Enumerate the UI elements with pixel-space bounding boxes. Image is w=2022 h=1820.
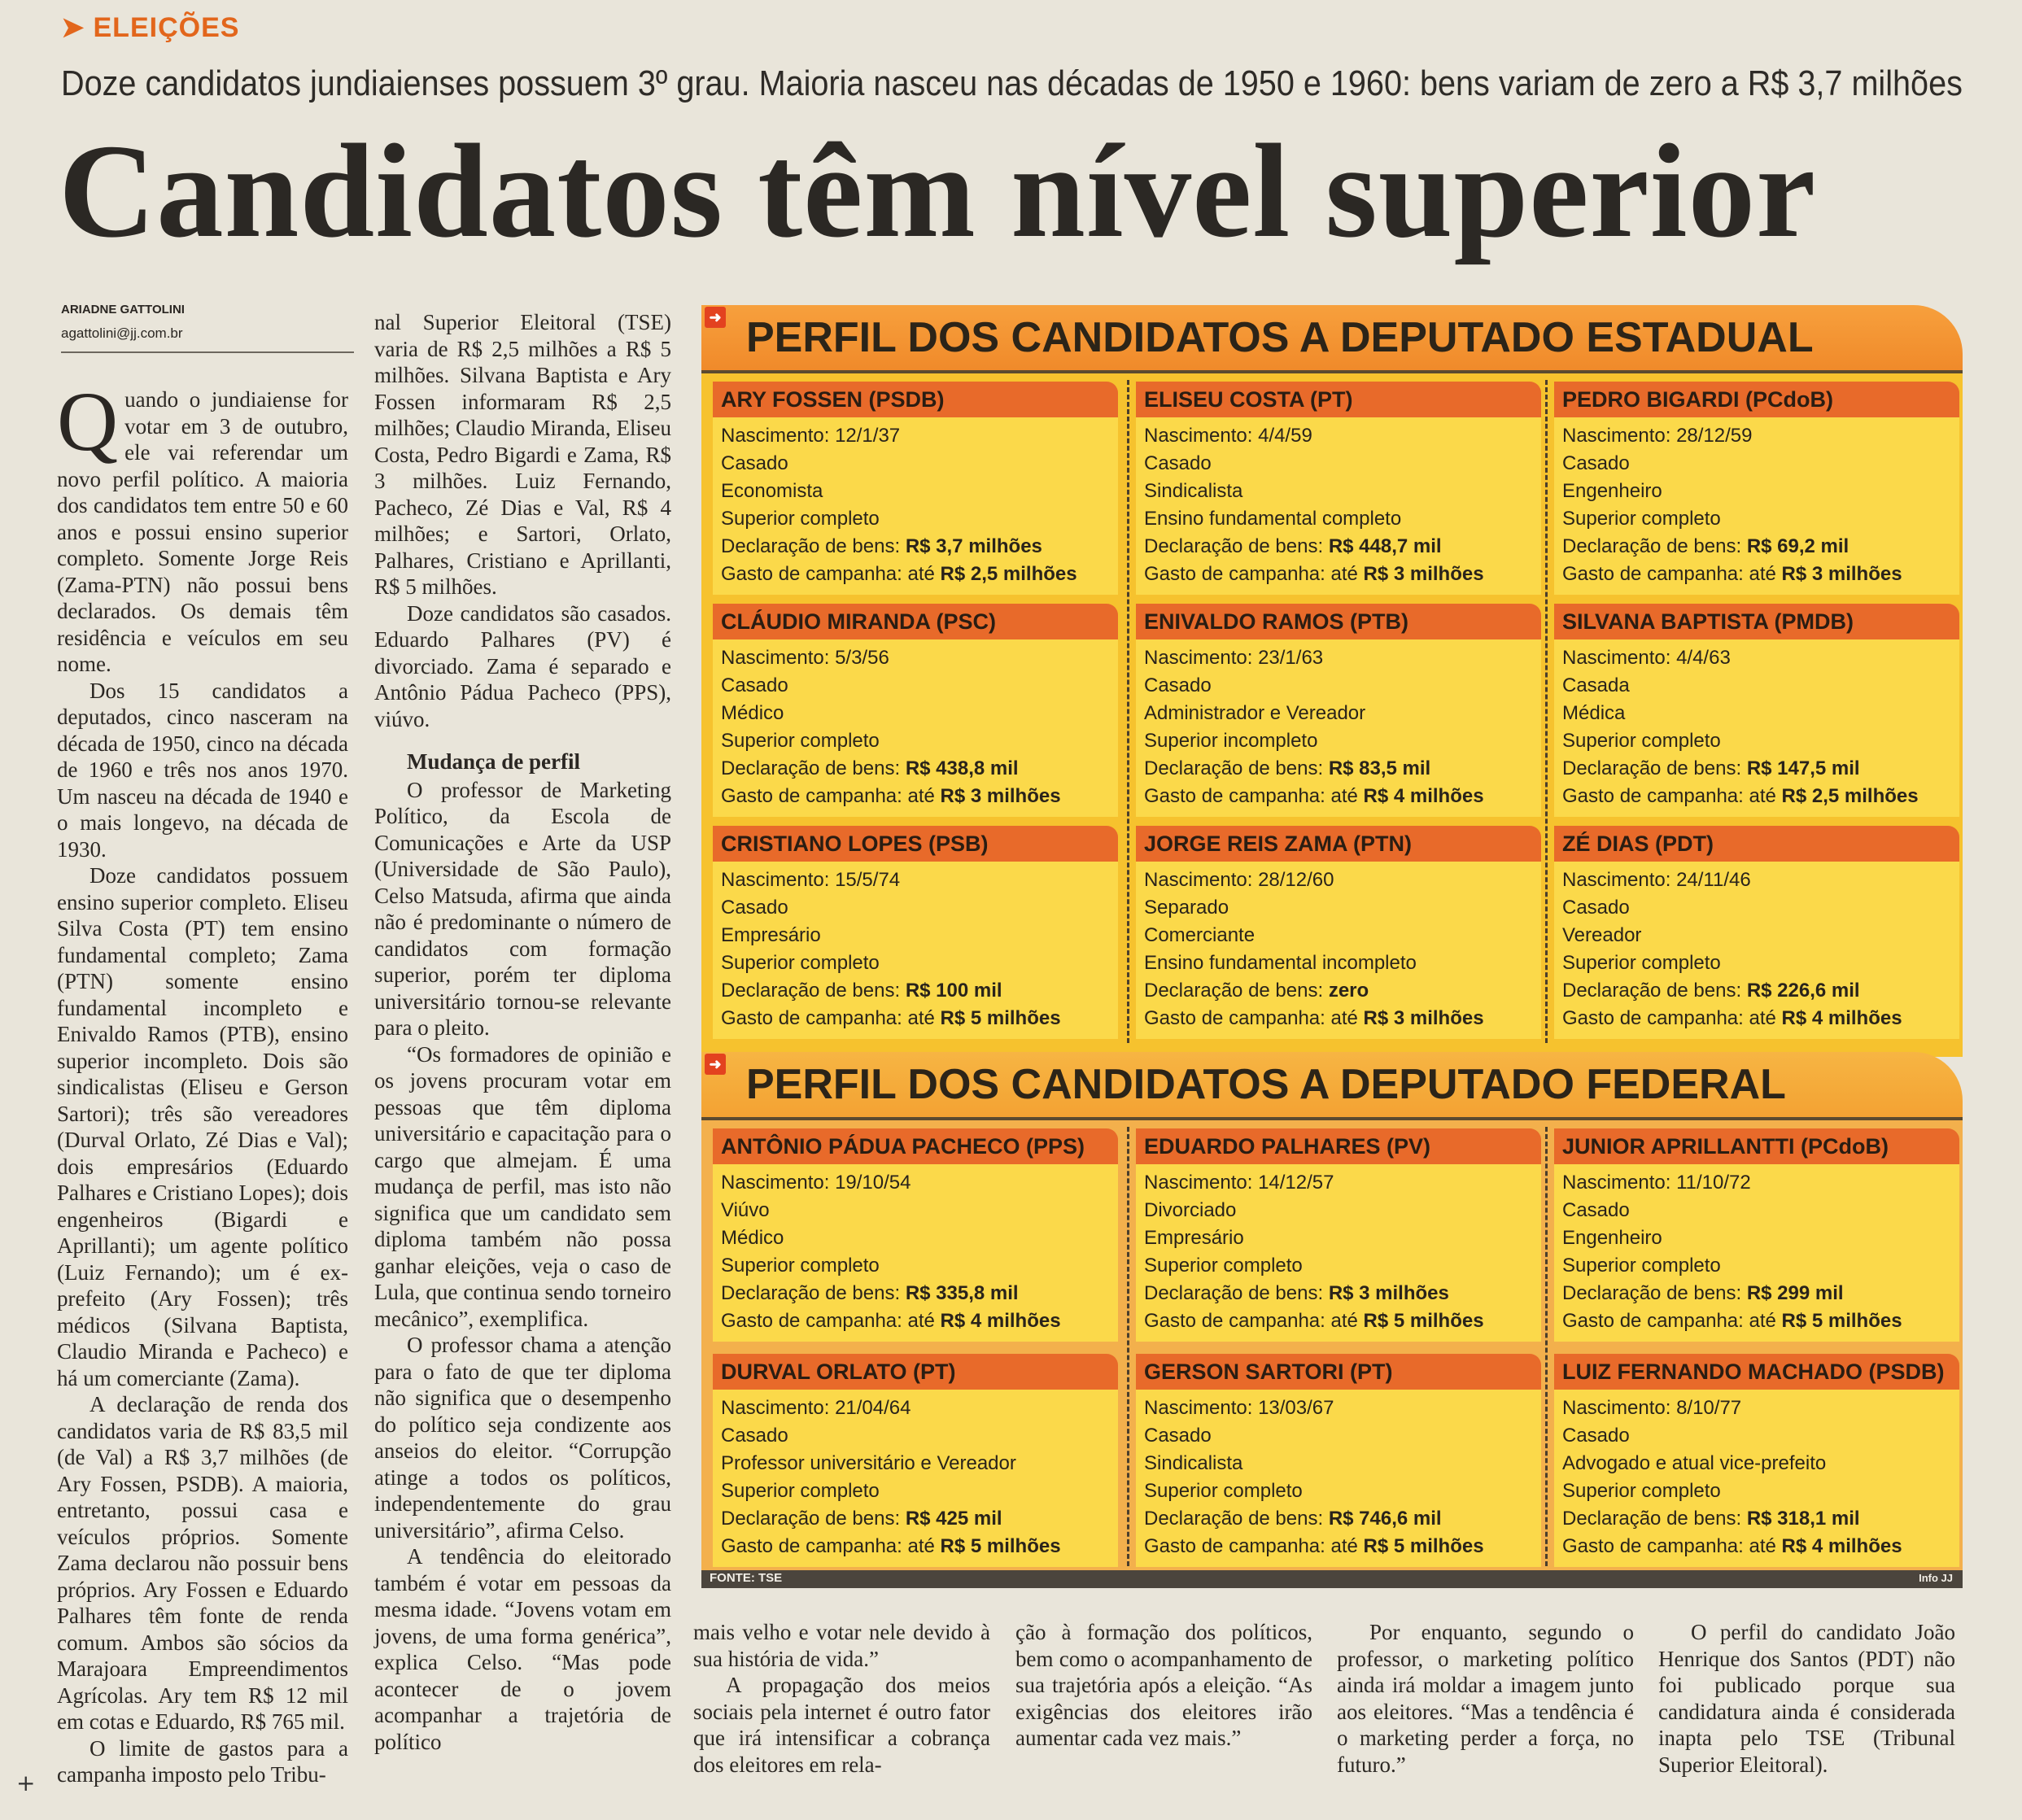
article-column-3: mais velho e votar nele devido à sua história de vida.” A propagação dos meios sociais pela internet é outro fator que irá intensificar a cobrança dos eleitores em rela- [693, 1620, 990, 1777]
candidate-name: ARY FOSSEN (PSDB) [713, 382, 1118, 417]
birth-line: Nascimento: 21/04/64 [721, 1397, 911, 1419]
candidate-card [713, 826, 1118, 1039]
education: Superior completo [1144, 1255, 1303, 1277]
candidate-card [1136, 604, 1541, 817]
candidate-name: PEDRO BIGARDI (PCdoB) [1554, 382, 1959, 417]
spend-line: Gasto de campanha: até R$ 4 milhões [1562, 1007, 1902, 1029]
birth-line: Nascimento: 11/10/72 [1562, 1172, 1751, 1194]
education: Superior completo [1144, 1480, 1303, 1502]
candidate-name: ENIVALDO RAMOS (PTB) [1136, 604, 1541, 639]
civil-status: Casado [1144, 1425, 1212, 1447]
spend-line: Gasto de campanha: até R$ 3 milhões [1144, 563, 1484, 585]
candidate-details [1554, 417, 1959, 595]
civil-status: Casado [1144, 674, 1212, 696]
column-divider [1545, 1127, 1548, 1566]
candidate-details [1554, 862, 1959, 1039]
candidate-details [713, 1390, 1118, 1567]
spend-line: Gasto de campanha: até R$ 4 milhões [1144, 785, 1484, 807]
article-column-2: nal Superior Eleitoral (TSE) varia de R$ 2,5 milhões a R$ 5 milhões. Silvana Baptista e Ary Fossen informaram R$ 2,5 milhões; Claudio Miranda, Eliseu Costa, Pedro Bigardi e Zama, R$ 3 milhões. Luiz Fernando, Pacheco, Zé Dias e Val, R$ 4 milhões; e Sartori, Orlato, Palhares, Cristiano e Aprillanti, R$ 5 milhões. Doze candidatos são casados. Eduardo Palhares (PV) é divorciado. Zama é separado e Antônio Pádua Pacheco (PPS), viúvo. Mudança de perfil O professor de Marketing Político, da Escola de Comunicações e Arte da USP (Universidade de São Paulo), Celso Matsuda, afirma que ainda não é predominante o número de candidatos com formação superior, porém ter diploma universitário tornou-se relevante para o pleito. “Os formadores de opinião e os jovens procuram votar em pessoas que têm diploma universitário e capacitação para o cargo que almejam. É uma mudança de perfil, mas isto não significa que um candidato sem diploma também não possa ganhar eleições, veja o caso de Lula, que continua sendo torneiro mecânico”, exemplifica. O professor chama a atenção para o fato de que ter diploma não significa que o desempenho do político seja condizente aos anseios do eleitor. “Corrupção atinge a todos os políticos, independentemente do grau universitário”, afirma Celso. A tendência do eleitorado também é votar em pessoas da mesma idade. “Jovens votam em jovens, de uma forma genérica”, explica Celso. “Mas pode acontecer de o jovem acompanhar a trajetória de político [374, 310, 671, 1754]
article-column-1: Quando o jundiaiense for votar em 3 de outubro, ele vai referendar um novo perfil político. A maioria dos candidatos tem entre 50 e 60 anos e possui ensino superior completo. Somente Jorge Reis (Zama-PTN) não possui bens declarados. Os demais têm residência e veículos em seu nome. Dos 15 candidatos a deputados, cinco nasceram na década de 1950, cinco na década de 1960 e três nos anos 1970. Um nasceu na década de 1940 e o mais longevo, na década de 1930. Doze candidatos possuem ensino superior completo. Eliseu Silva Costa (PT) tem ensino fundamental completo; Zama (PTN) somente ensino fundamental incompleto e Enivaldo Ramos (PTB), ensino superior incompleto. Dois são sindicalistas (Eliseu e Gerson Sartori); três são vereadores (Durval Orlato, Zé Dias e Val); dois empresários (Eduardo Palhares e Cristiano Lopes); dois engenheiros (Bigardi e Aprillanti); um agente político (Luiz Fernando); um é ex-prefeito (Ary Fossen); três médicos (Silvana Baptista, Claudio Miranda e Pacheco) e há um comerciante (Zama). A declaração de renda dos candidatos varia de R$ 83,5 mil (de Val) a R$ 3,7 milhões (de Ary Fossen, PSDB). A maioria, entretanto, possui casa e veículos próprios. Somente Zama declarou não possuir bens próprios. Ary Fossen e Eduardo Palhares têm fonte de renda comum. Ambos são sócios da Marajoara Empreendimentos Agrícolas. Ary tem R$ 12 mil em cotas e Eduardo, R$ 765 mil. O limite de gastos para a campanha imposto pelo Tribu- [57, 375, 348, 1787]
birth-line: Nascimento: 4/4/59 [1144, 425, 1312, 447]
candidate-details [713, 862, 1118, 1039]
candidate-name: JUNIOR APRILLANTTI (PCdoB) [1554, 1128, 1959, 1164]
candidate-details [713, 639, 1118, 817]
dropcap: Q [57, 375, 119, 469]
birth-line: Nascimento: 14/12/57 [1144, 1172, 1334, 1194]
article-column-4: ção à formação dos políticos, bem como o acompanhamento de sua trajetória após a eleição. “As exigências dos eleitores irão aumentar cada vez mais.” [1015, 1620, 1312, 1750]
profession: Médico [721, 702, 784, 724]
birth-line: Nascimento: 4/4/63 [1562, 647, 1731, 669]
candidate-name: CRISTIANO LOPES (PSB) [713, 826, 1118, 862]
source-label: FONTE: TSE [710, 1571, 783, 1585]
spend-line: Gasto de campanha: até R$ 2,5 milhões [1562, 785, 1919, 807]
education: Superior completo [721, 1255, 880, 1277]
candidate-name: JORGE REIS ZAMA (PTN) [1136, 826, 1541, 862]
spend-line: Gasto de campanha: até R$ 3 milhões [1562, 563, 1902, 585]
candidate-name: ZÉ DIAS (PDT) [1554, 826, 1959, 862]
candidate-name: DURVAL ORLATO (PT) [713, 1354, 1118, 1390]
article-column-5: Por enquanto, segundo o professor, o marketing político ainda irá moldar a imagem junto aos eleitores. “Mas a tendência é o marketing perder a força, no futuro.” [1337, 1620, 1634, 1777]
birth-line: Nascimento: 28/12/59 [1562, 425, 1753, 447]
civil-status: Casado [721, 452, 788, 474]
spend-line: Gasto de campanha: até R$ 5 milhões [721, 1535, 1061, 1557]
candidate-details [1136, 639, 1541, 817]
birth-line: Nascimento: 24/11/46 [1562, 869, 1751, 891]
birth-line: Nascimento: 13/03/67 [1144, 1397, 1334, 1419]
education: Superior completo [1562, 1255, 1721, 1277]
profession: Comerciante [1144, 924, 1256, 946]
profession: Médica [1562, 702, 1626, 724]
candidate-name: CLÁUDIO MIRANDA (PSC) [713, 604, 1118, 639]
education: Superior completo [1562, 508, 1721, 530]
birth-line: Nascimento: 23/1/63 [1144, 647, 1324, 669]
civil-status: Casado [721, 674, 788, 696]
assets-line: Declaração de bens: R$ 746,6 mil [1144, 1508, 1442, 1530]
assets-line: Declaração de bens: R$ 438,8 mil [721, 757, 1019, 779]
birth-line: Nascimento: 12/1/37 [721, 425, 901, 447]
assets-line: Declaração de bens: R$ 147,5 mil [1562, 757, 1860, 779]
birth-line: Nascimento: 8/10/77 [1562, 1397, 1742, 1419]
credit-label: Info JJ [1919, 1572, 1953, 1584]
candidate-details [713, 417, 1118, 595]
profession: Vereador [1562, 924, 1642, 946]
candidate-card [713, 1354, 1118, 1567]
assets-line: Declaração de bens: R$ 3 milhões [1144, 1282, 1449, 1304]
profession: Economista [721, 480, 823, 502]
civil-status: Casado [1562, 1425, 1630, 1447]
candidate-name: GERSON SARTORI (PT) [1136, 1354, 1541, 1390]
profession: Empresário [721, 924, 821, 946]
assets-line: Declaração de bens: R$ 83,5 mil [1144, 757, 1431, 779]
assets-line: Declaração de bens: R$ 299 mil [1562, 1282, 1844, 1304]
byline-email[interactable]: agattolini@jj.com.br [61, 325, 183, 341]
profession: Sindicalista [1144, 480, 1243, 502]
profession: Professor universitário e Vereador [721, 1452, 1016, 1474]
arrow-icon: ➜ [705, 1054, 726, 1075]
arrow-icon: ➤ [61, 12, 85, 43]
civil-status: Separado [1144, 897, 1229, 919]
civil-status: Casado [721, 897, 788, 919]
civil-status: Casado [1144, 452, 1212, 474]
candidate-details [1136, 1164, 1541, 1342]
candidate-card [1136, 382, 1541, 595]
assets-line: Declaração de bens: zero [1144, 980, 1369, 1002]
assets-line: Declaração de bens: R$ 335,8 mil [721, 1282, 1019, 1304]
spend-line: Gasto de campanha: até R$ 3 milhões [721, 785, 1061, 807]
education: Superior completo [721, 730, 880, 752]
candidate-card [1136, 1128, 1541, 1342]
spend-line: Gasto de campanha: até R$ 5 milhões [721, 1007, 1061, 1029]
profession: Médico [721, 1227, 784, 1249]
candidate-card [713, 382, 1118, 595]
byline-name: ARIADNE GATTOLINI [61, 303, 185, 316]
column-divider [1545, 380, 1548, 1043]
assets-line: Declaração de bens: R$ 3,7 milhões [721, 535, 1042, 557]
assets-line: Declaração de bens: R$ 318,1 mil [1562, 1508, 1860, 1530]
candidate-details [1554, 1164, 1959, 1342]
profession: Engenheiro [1562, 480, 1662, 502]
education: Superior incompleto [1144, 730, 1318, 752]
spend-line: Gasto de campanha: até R$ 5 milhões [1144, 1310, 1484, 1332]
candidate-card [1554, 826, 1959, 1039]
candidate-name: ANTÔNIO PÁDUA PACHECO (PPS) [713, 1128, 1118, 1164]
education: Superior completo [1562, 730, 1721, 752]
civil-status: Casado [1562, 897, 1630, 919]
infographic [701, 305, 1963, 1586]
byline-rule [61, 351, 354, 353]
civil-status: Divorciado [1144, 1199, 1237, 1221]
education: Superior completo [721, 1480, 880, 1502]
banner-federal: ➜ PERFIL DOS CANDIDATOS A DEPUTADO FEDERAL [701, 1052, 1963, 1117]
candidate-card [1136, 1354, 1541, 1567]
candidate-details [1554, 1390, 1959, 1567]
spend-line: Gasto de campanha: até R$ 4 milhões [1562, 1535, 1902, 1557]
candidate-card [1554, 1128, 1959, 1342]
spend-line: Gasto de campanha: até R$ 3 milhões [1144, 1007, 1484, 1029]
assets-line: Declaração de bens: R$ 226,6 mil [1562, 980, 1860, 1002]
headline: Candidatos têm nível superior [59, 116, 1817, 265]
column-divider [1127, 380, 1129, 1043]
subhead: Doze candidatos jundiaienses possuem 3º grau. Maioria nasceu nas décadas de 1950 e 1960: bens variam de zero a R$ 3,7 milhões [61, 63, 1963, 103]
spend-line: Gasto de campanha: até R$ 5 milhões [1562, 1310, 1902, 1332]
candidate-card [713, 604, 1118, 817]
birth-line: Nascimento: 19/10/54 [721, 1172, 911, 1194]
infographic-footer [701, 1570, 1963, 1588]
candidate-name: LUIZ FERNANDO MACHADO (PSDB) [1554, 1354, 1959, 1390]
candidate-name: SILVANA BAPTISTA (PMDB) [1554, 604, 1959, 639]
candidate-details [1136, 1390, 1541, 1567]
education: Superior completo [1562, 1480, 1721, 1502]
profession: Advogado e atual vice-prefeito [1562, 1452, 1827, 1474]
assets-line: Declaração de bens: R$ 69,2 mil [1562, 535, 1849, 557]
profession: Engenheiro [1562, 1227, 1662, 1249]
candidate-card [1554, 604, 1959, 817]
candidate-card [1554, 1354, 1959, 1567]
candidate-card [713, 1128, 1118, 1342]
education: Ensino fundamental completo [1144, 508, 1402, 530]
birth-line: Nascimento: 28/12/60 [1144, 869, 1334, 891]
candidate-name: EDUARDO PALHARES (PV) [1136, 1128, 1541, 1164]
assets-line: Declaração de bens: R$ 425 mil [721, 1508, 1002, 1530]
civil-status: Viúvo [721, 1199, 770, 1221]
education: Superior completo [721, 508, 880, 530]
education: Superior completo [721, 952, 880, 974]
spend-line: Gasto de campanha: até R$ 4 milhões [721, 1310, 1061, 1332]
assets-line: Declaração de bens: R$ 100 mil [721, 980, 1002, 1002]
spend-line: Gasto de campanha: até R$ 2,5 milhões [721, 563, 1077, 585]
arrow-icon: ➜ [705, 307, 726, 328]
civil-status: Casado [721, 1425, 788, 1447]
crop-mark: + [16, 1770, 36, 1796]
birth-line: Nascimento: 15/5/74 [721, 869, 901, 891]
candidate-name: ELISEU COSTA (PT) [1136, 382, 1541, 417]
article-column-6: O perfil do candidato João Henrique dos Santos (PDT) não foi publicado porque sua candidatura ainda é considerada inapta pelo TSE (Tribunal Superior Eleitoral). [1658, 1620, 1955, 1777]
assets-line: Declaração de bens: R$ 448,7 mil [1144, 535, 1442, 557]
civil-status: Casado [1562, 452, 1630, 474]
civil-status: Casado [1562, 1199, 1630, 1221]
birth-line: Nascimento: 5/3/56 [721, 647, 889, 669]
candidate-card [1554, 382, 1959, 595]
civil-status: Casada [1562, 674, 1630, 696]
banner-estadual: ➜ PERFIL DOS CANDIDATOS A DEPUTADO ESTADUAL [701, 305, 1963, 370]
spend-line: Gasto de campanha: até R$ 5 milhões [1144, 1535, 1484, 1557]
candidate-card [1136, 826, 1541, 1039]
section-tag: ➤ ELEIÇÕES [61, 12, 240, 43]
candidate-details [713, 1164, 1118, 1342]
column-divider [1127, 1127, 1129, 1566]
profession: Administrador e Vereador [1144, 702, 1366, 724]
candidate-details [1136, 417, 1541, 595]
candidate-details [1136, 862, 1541, 1039]
education: Ensino fundamental incompleto [1144, 952, 1417, 974]
profession: Sindicalista [1144, 1452, 1243, 1474]
candidate-details [1554, 639, 1959, 817]
education: Superior completo [1562, 952, 1721, 974]
profession: Empresário [1144, 1227, 1244, 1249]
subheading: Mudança de perfil [407, 749, 580, 774]
